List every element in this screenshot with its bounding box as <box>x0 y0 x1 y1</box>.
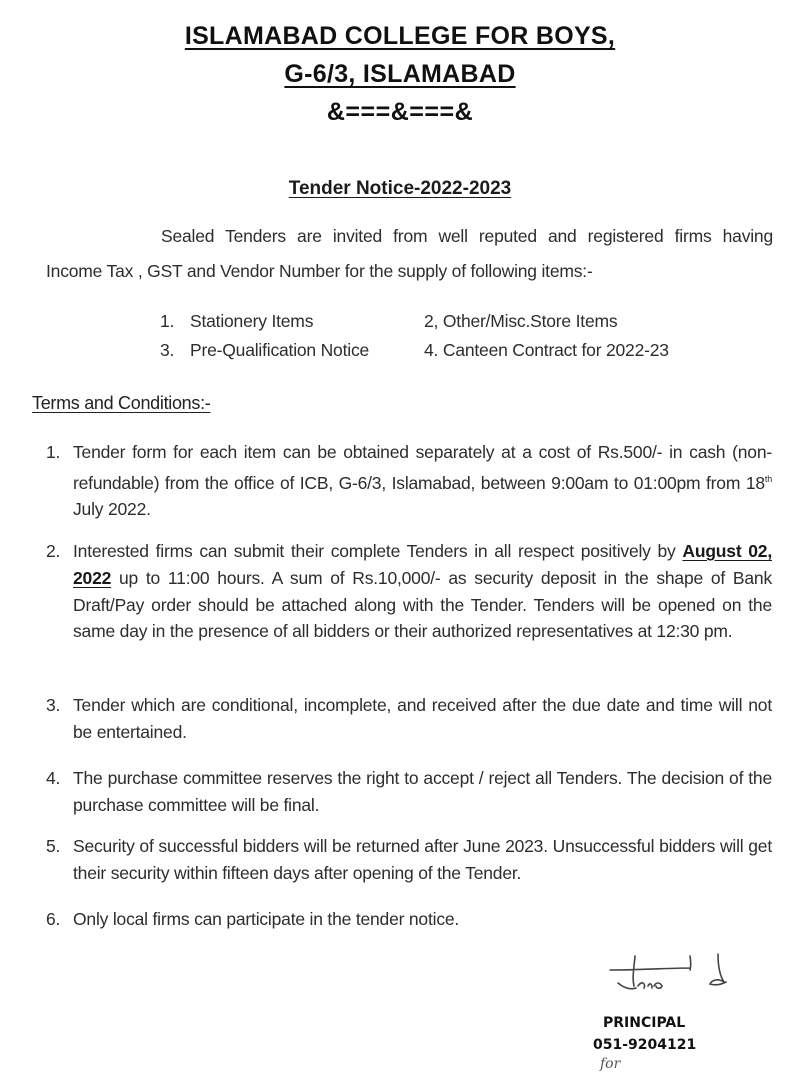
college-name <box>0 22 800 51</box>
item-label: Stationery Items <box>190 311 314 331</box>
condition-5 <box>46 833 772 887</box>
notice-title <box>0 178 800 200</box>
condition-text: Security of successful bidders will be returned after June 2023. Unsuccessful bidders will get their security within fifteen days after opening of the Tender. <box>73 836 772 883</box>
signatory-title: PRINCIPAL <box>603 1015 686 1031</box>
condition-number: 4. <box>46 768 61 788</box>
list-item <box>424 340 669 361</box>
condition-number: 5. <box>46 836 61 856</box>
condition-text: Only local firms can participate in the tender notice. <box>73 909 460 929</box>
signatory-note: for <box>600 1056 621 1072</box>
condition-text-part: Interested firms can submit their complete Tenders in all respect positively by <box>73 541 683 561</box>
item-label: Pre-Qualification Notice <box>190 340 370 360</box>
condition-text <box>73 538 772 645</box>
item-number: 1. <box>160 311 175 331</box>
list-item <box>424 311 617 332</box>
intro-line-2: Income Tax , GST and Vendor Number for the supply of following items:- <box>46 261 593 281</box>
college-address <box>0 60 800 89</box>
condition-text <box>73 439 772 523</box>
items-row <box>160 311 760 340</box>
condition-text: The purchase committee reserves the right to accept / reject all Tenders. The decision of the purchase committee will be final. <box>73 768 772 815</box>
ordinal-suffix: th <box>764 473 772 484</box>
condition-4 <box>46 765 772 819</box>
condition-3 <box>46 692 772 746</box>
item-number: 2, <box>424 311 439 331</box>
intro-line-1: Sealed Tenders are invited from well reputed and registered firms having <box>161 226 773 246</box>
condition-text: Tender which are conditional, incomplete, and received after the due date and time will not be entertained. <box>73 695 772 742</box>
deadline-date: August 02, 2022 <box>73 541 772 588</box>
terms-heading: Terms and Conditions:- <box>32 393 211 413</box>
signatory-phone: 051-9204121 <box>593 1037 697 1053</box>
condition-number: 1. <box>46 442 61 462</box>
header-separator: &===&===& <box>326 98 474 126</box>
condition-text-part: up to 11:00 hours. A sum of Rs.10,000/- as security deposit in the shape of Bank Draft/Pay order should be attached along with the Tender. Tenders will be opened on the same day in the presence of all bidders or their authorized representatives at 12:30 pm. <box>73 567 772 642</box>
condition-2 <box>46 538 772 645</box>
items-list <box>160 311 760 369</box>
college-name-text: ISLAMABAD COLLEGE FOR BOYS, <box>184 22 616 50</box>
notice-title-text: Tender Notice-2022-2023 <box>288 178 512 199</box>
condition-number: 3. <box>46 695 61 715</box>
item-number: 4. <box>424 340 439 360</box>
list-item <box>160 340 369 361</box>
item-label: Other/Misc.Store Items <box>442 311 618 331</box>
college-address-text: G-6/3, ISLAMABAD <box>284 60 516 88</box>
condition-number: 6. <box>46 909 61 929</box>
condition-1 <box>46 439 772 523</box>
condition-6 <box>46 906 772 933</box>
item-label: Canteen Contract for 2022-23 <box>442 340 669 360</box>
condition-text-part: July 2022. <box>73 499 151 520</box>
condition-number: 2. <box>46 541 61 561</box>
item-number: 3. <box>160 340 175 360</box>
list-item <box>160 311 313 332</box>
items-row <box>160 340 760 369</box>
condition-text-part: Tender form for each item can be obtained separately at a cost of Rs.500/- in cash (non-refundable) from the office of ICB, G-6/3, Islamabad, between 9:00am to 01:00pm from 18 <box>73 442 772 493</box>
signature-icon <box>590 948 750 1008</box>
